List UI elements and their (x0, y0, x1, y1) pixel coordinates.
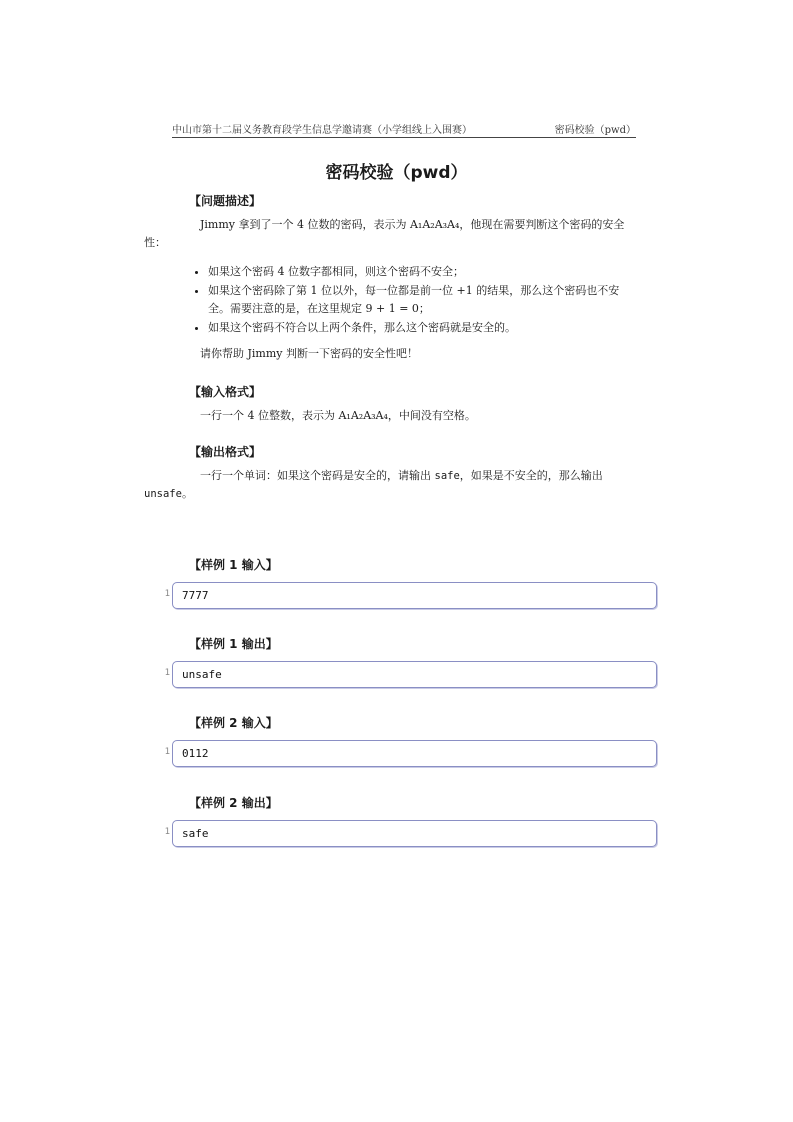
output-text-before: 一行一个单词：如果这个密码是安全的，请输出 (200, 469, 435, 482)
line-number: 1 (164, 747, 170, 757)
problem-intro (144, 216, 638, 252)
code-box[interactable] (172, 661, 657, 688)
sample-2-input-block (160, 740, 657, 767)
input-format-text: 一行一个 4 位整数，表示为 A₁A₂A₃A₄，中间没有空格。 (200, 409, 476, 422)
safe-keyword: safe (434, 470, 460, 482)
output-format-text (144, 467, 638, 503)
page-header (172, 121, 636, 136)
rule-list (172, 263, 638, 338)
sample-1-input-block (160, 582, 657, 609)
line-number: 1 (164, 589, 170, 599)
sample-2-output-heading: 【样例 2 输出】 (189, 796, 278, 810)
input-format-heading: 【输入格式】 (189, 385, 262, 399)
output-text-end: 。 (181, 487, 193, 500)
line-number: 1 (164, 668, 170, 678)
sample-2-output-block (160, 820, 657, 847)
rule-item: • 如果这个密码不符合以上两个条件，那么这个密码就是安全的。 (208, 319, 638, 337)
sample-1-output-block (160, 661, 657, 688)
header-problem-name: 密码校验（pwd） (554, 125, 636, 136)
problem-intro-line1: Jimmy 拿到了一个 4 位数的密码，表示为 A₁A₂A₃A₄，他现在需要判断这个密码的安全 (200, 218, 625, 231)
sample-1-output-heading: 【样例 1 输出】 (189, 637, 278, 651)
problem-description-heading: 【问题描述】 (189, 194, 262, 208)
code-box[interactable] (172, 820, 657, 847)
unsafe-keyword: unsafe (144, 488, 182, 500)
rule-item: • 如果这个密码 4 位数字都相同，则这个密码不安全； (208, 263, 638, 281)
rule-item: • 如果这个密码除了第 1 位以外，每一位都是前一位 +1 的结果，那么这个密码也不安全。需要注意的是，在这里规定 9 + 1 = 0； (208, 282, 638, 318)
line-number: 1 (164, 827, 170, 837)
problem-closing: 请你帮助 Jimmy 判断一下密码的安全性吧！ (200, 347, 418, 360)
code-text: unsafe (182, 668, 222, 681)
code-box[interactable] (172, 740, 657, 767)
sample-2-input-heading: 【样例 2 输入】 (189, 716, 278, 730)
header-contest-name: 中山市第十二届义务教育段学生信息学邀请赛（小学组线上入围赛） (172, 125, 472, 136)
page-title: 密码校验（pwd） (325, 163, 468, 183)
output-format-heading: 【输出格式】 (189, 445, 262, 459)
sample-1-input-heading: 【样例 1 输入】 (189, 558, 278, 572)
code-box[interactable] (172, 582, 657, 609)
problem-intro-line2: 性： (144, 236, 166, 249)
output-text-middle: ，如果是不安全的，那么输出 (459, 469, 603, 482)
code-text: 0112 (182, 747, 209, 760)
code-text: safe (182, 827, 209, 840)
header-divider (172, 137, 636, 138)
code-text: 7777 (182, 589, 209, 602)
